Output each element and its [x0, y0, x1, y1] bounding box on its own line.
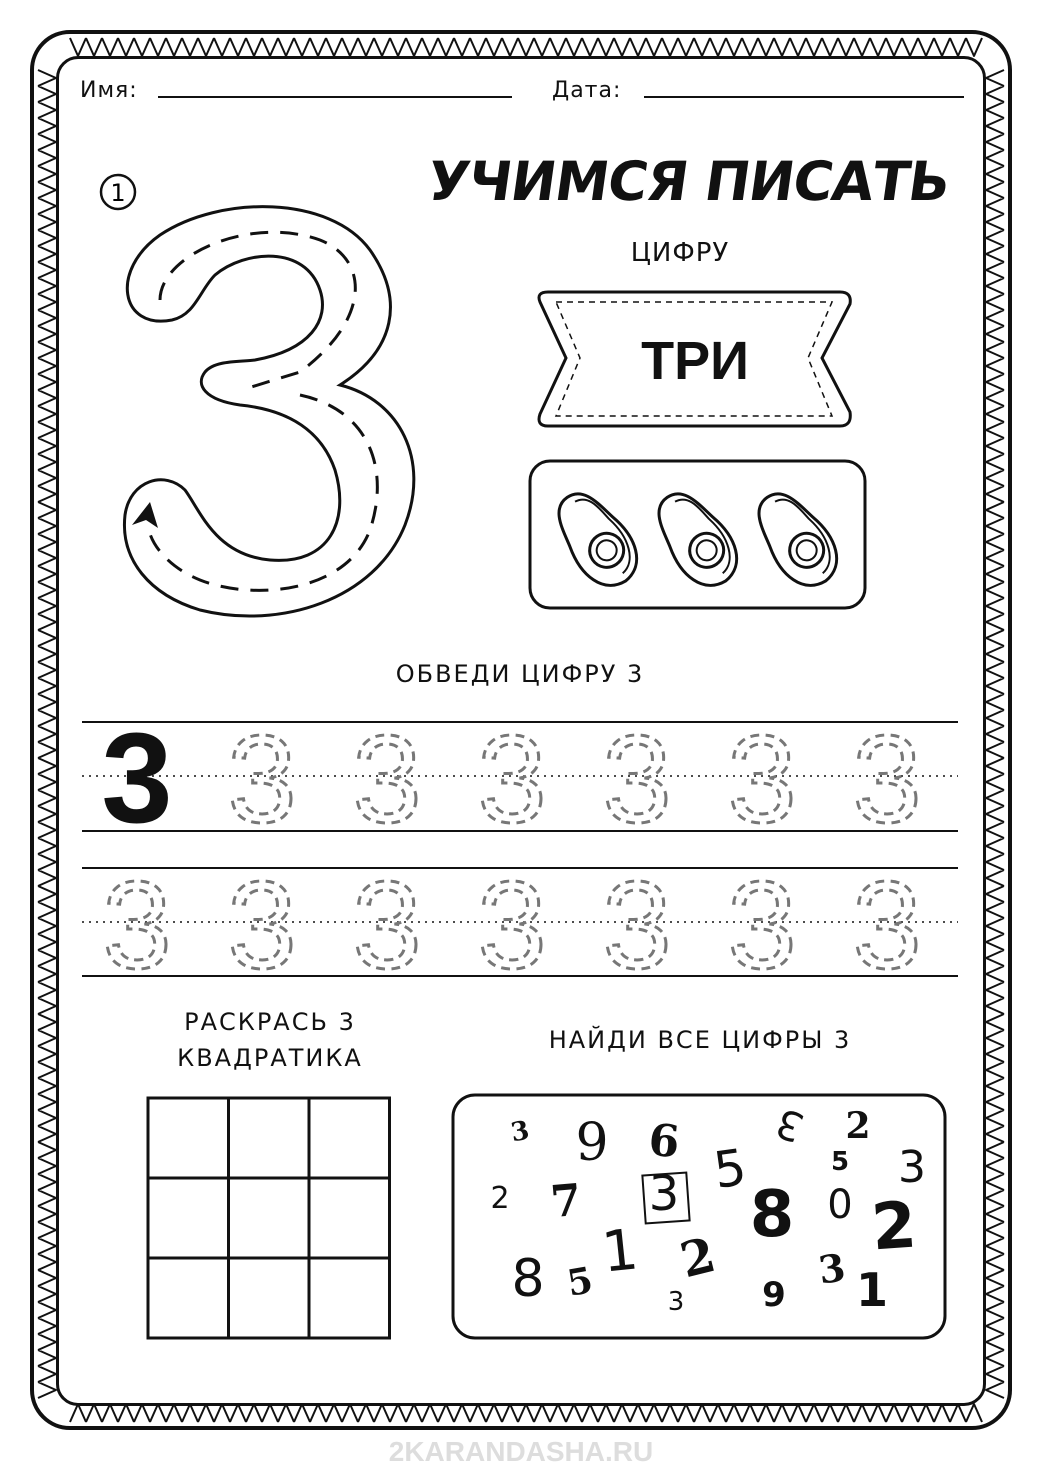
find-section-title: НАЙДИ ВСЕ ЦИФРЫ 3 [548, 1026, 852, 1054]
page-title: УЧИМСЯ ПИСАТЬ [423, 150, 954, 213]
grid-cell[interactable] [309, 1178, 390, 1258]
coloring-grid [148, 1098, 390, 1338]
find-digit-three[interactable]: 3 [898, 1142, 926, 1193]
find-digit[interactable]: 8 [511, 1249, 545, 1309]
grid-cell[interactable] [229, 1098, 310, 1178]
find-digit[interactable]: 1 [855, 1263, 889, 1317]
find-digit-three[interactable]: 3 [770, 1098, 810, 1151]
large-outlined-digit-three[interactable] [124, 207, 413, 616]
find-digit[interactable]: 9 [575, 1113, 609, 1173]
find-digit[interactable]: 6 [646, 1114, 682, 1169]
trace-digit[interactable]: 3 [852, 711, 922, 849]
step-badge-number: 1 [110, 179, 126, 207]
trace-digit[interactable]: 3 [477, 857, 547, 995]
find-digit-three[interactable]: 3 [667, 1287, 685, 1317]
find-digit-three[interactable]: 3 [648, 1166, 680, 1222]
trace-section-title: ОБВЕДИ ЦИФРУ 3 [395, 660, 645, 688]
find-digit[interactable]: 1 [598, 1217, 642, 1286]
find-digit[interactable]: 2 [490, 1181, 510, 1216]
trace-digit[interactable]: 3 [352, 711, 422, 849]
find-digit[interactable]: 9 [762, 1275, 786, 1315]
find-digit[interactable]: 7 [548, 1174, 584, 1229]
trace-digit[interactable]: 3 [727, 857, 797, 995]
trace-digit[interactable]: 3 [227, 857, 297, 995]
grid-cell[interactable] [148, 1098, 229, 1178]
find-digit-three[interactable]: 3 [508, 1115, 532, 1149]
trace-digit[interactable]: 3 [227, 711, 297, 849]
find-digit[interactable]: 2 [675, 1226, 721, 1290]
grid-cell[interactable] [309, 1258, 390, 1338]
find-digit[interactable]: 2 [869, 1188, 919, 1266]
page-subtitle: ЦИФРУ [630, 238, 730, 268]
trace-digit[interactable]: 3 [727, 711, 797, 849]
find-digit[interactable]: 8 [749, 1178, 795, 1252]
grid-cell[interactable] [229, 1178, 310, 1258]
find-digit[interactable]: 2 [845, 1105, 871, 1147]
trace-digit[interactable]: 3 [102, 857, 172, 995]
model-digit: 3 [101, 707, 173, 850]
grid-cell[interactable] [309, 1098, 390, 1178]
find-digit[interactable]: 5 [710, 1138, 750, 1200]
trace-digit[interactable]: 3 [352, 857, 422, 995]
date-label: Дата: [552, 78, 622, 103]
watermark: 2KARANDASHA.RU [388, 1436, 654, 1467]
grid-cell[interactable] [148, 1258, 229, 1338]
grid-cell[interactable] [229, 1258, 310, 1338]
find-digit[interactable]: 5 [564, 1259, 596, 1305]
find-digit[interactable]: 0 [827, 1182, 853, 1228]
color-section-title-1: РАСКРАСЬ 3 [184, 1008, 356, 1036]
trace-digit[interactable]: 3 [602, 711, 672, 849]
name-label: Имя: [80, 78, 138, 103]
trace-digit[interactable]: 3 [602, 857, 672, 995]
color-section-title-2: КВАДРАТИКА [177, 1044, 363, 1072]
grid-cell[interactable] [148, 1178, 229, 1258]
find-digit[interactable]: 5 [830, 1147, 850, 1177]
trace-digit[interactable]: 3 [852, 857, 922, 995]
number-word: ТРИ [641, 331, 749, 391]
trace-digit[interactable]: 3 [477, 711, 547, 849]
find-digit-three[interactable]: 3 [815, 1244, 849, 1293]
